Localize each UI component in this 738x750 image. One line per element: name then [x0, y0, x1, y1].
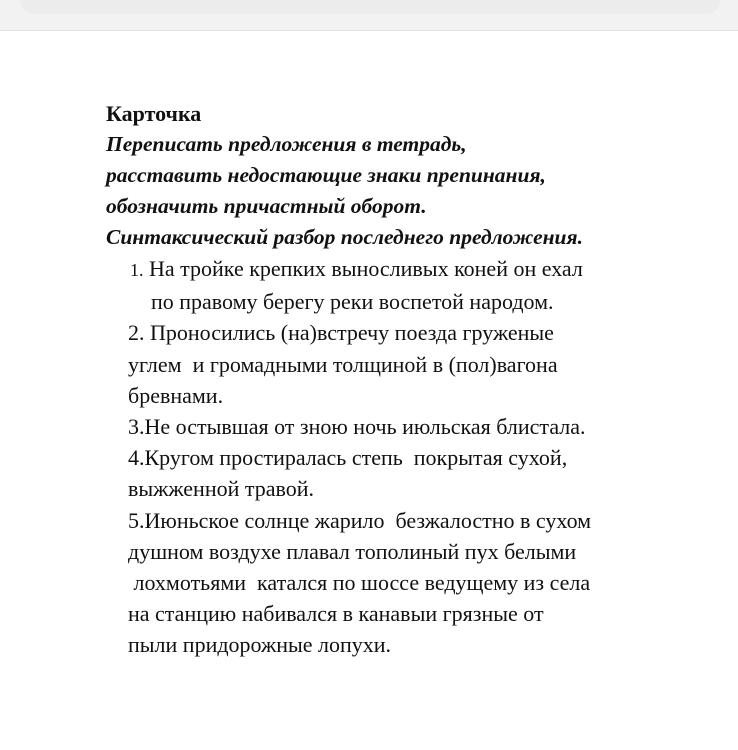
sentence-line: углем и громадными толщиной в (пол)вагона: [128, 351, 558, 377]
sentence-line: лохмотьями катался по шоссе ведущему из села: [128, 570, 591, 596]
sentence-text: Не остывшая от зною ночь июльская блистала.: [144, 414, 586, 440]
sentence-line: [106, 411, 706, 442]
sentence-line: [106, 505, 706, 536]
sentence-text: Кругом простиралась степь покрытая сухой,: [144, 445, 568, 471]
top-bar: [20, 0, 720, 14]
task-instructions: [106, 129, 706, 253]
sentence-item-4: [106, 442, 706, 504]
item-number: 2.: [128, 320, 145, 346]
sentence-item-3: [106, 411, 706, 442]
task-line: Переписать предложения в тетрадь,: [106, 132, 467, 156]
sentence-line: [106, 317, 706, 348]
task-line: расставить недостающие знаки препинания,: [106, 163, 546, 187]
sentence-line: [106, 253, 706, 286]
item-number: 1.: [130, 260, 144, 280]
sentence-line: [106, 442, 706, 473]
item-number: 4.: [128, 445, 145, 471]
sentence-item-5: [106, 505, 706, 661]
sentence-line: выжженной травой.: [128, 476, 315, 502]
sentence-line: бревнами.: [128, 382, 224, 408]
task-line: обозначить причастный оборот.: [106, 194, 427, 218]
top-band: [0, 0, 738, 31]
sentence-text: Проносились (на)встречу поезда груженые: [150, 320, 554, 346]
card-title: Карточка: [106, 101, 202, 126]
sentence-text: Июньское солнце жарило безжалостно в сухом: [144, 507, 592, 533]
sentence-line: по правому берегу реки воспетой народом.: [151, 289, 554, 315]
sentence-list: [106, 253, 706, 661]
task-line: Синтаксический разбор последнего предложения.: [106, 225, 583, 249]
sentence-line: на станцию набивался в канавыи грязные от: [128, 601, 544, 627]
sentence-item-1: [106, 253, 706, 317]
sentence-line: душном воздухе плавал тополиный пух белыми: [128, 538, 577, 564]
exercise-card: [106, 98, 706, 661]
sentence-line: пыли придорожные лопухи.: [128, 632, 392, 658]
item-number: 5.: [128, 507, 145, 533]
item-number: 3.: [128, 414, 145, 440]
sentence-item-2: [106, 317, 706, 411]
sentence-text: На тройке крепких выносливых коней он ехал: [149, 256, 583, 281]
